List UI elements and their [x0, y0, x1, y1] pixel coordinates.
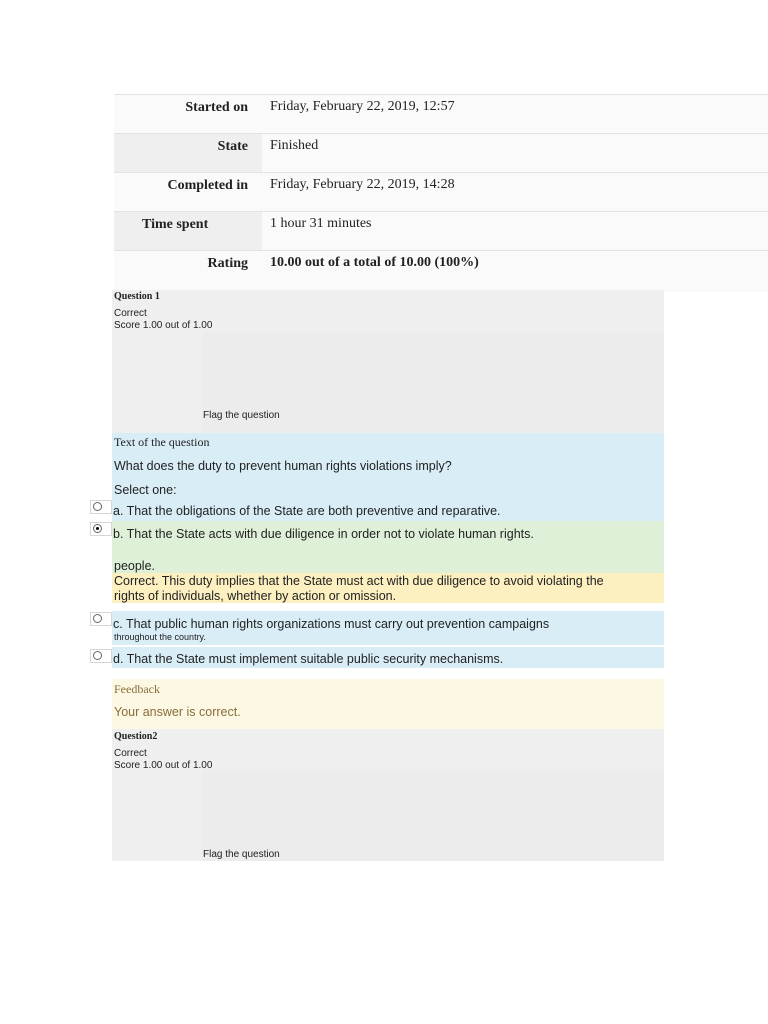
- option-c-radio[interactable]: [90, 612, 112, 626]
- summary-label: Started on: [114, 95, 262, 133]
- option-d-label: d. That the State must implement suitable public security mechanisms.: [113, 652, 504, 666]
- summary-row-rating: [114, 250, 768, 292]
- option-b-radio[interactable]: [90, 522, 112, 536]
- option-a[interactable]: [112, 499, 664, 521]
- option-c-continuation: throughout the country.: [114, 632, 206, 642]
- question-state: Correct: [114, 748, 147, 759]
- radio-empty-icon: [93, 651, 102, 660]
- summary-label: Completed in: [114, 173, 262, 211]
- question-text-title: Text of the question: [114, 435, 210, 449]
- flag-question-link[interactable]: Flag the question: [203, 849, 280, 860]
- summary-value: 10.00 out of a total of 10.00 (100%): [262, 251, 768, 292]
- question-state: Correct: [114, 308, 147, 319]
- summary-value: Friday, February 22, 2019, 12:57: [262, 95, 768, 133]
- summary-label: Rating: [114, 251, 262, 292]
- select-one-label: Select one:: [114, 483, 177, 497]
- summary-value: 1 hour 31 minutes: [262, 212, 768, 250]
- question-prompt: What does the duty to prevent human rights violations imply?: [114, 459, 452, 473]
- summary-value: Friday, February 22, 2019, 14:28: [262, 173, 768, 211]
- option-b-feedback: [112, 573, 664, 603]
- question-score: Score 1.00 out of 1.00: [114, 320, 213, 331]
- question-1-info: [112, 290, 664, 433]
- general-feedback-panel: [112, 679, 664, 729]
- option-d[interactable]: [112, 647, 664, 668]
- specific-feedback-text: Correct. This duty implies that the State must act with due diligence to avoid violating the rights of individuals, whether by action or omission.: [114, 574, 604, 603]
- option-a-radio[interactable]: [90, 500, 112, 514]
- question-info-panel: [202, 771, 664, 861]
- option-b-continuation: people.: [114, 559, 156, 573]
- attempt-summary-table: [114, 94, 768, 292]
- option-b[interactable]: [112, 521, 664, 573]
- radio-selected-icon: [93, 524, 102, 533]
- option-a-label: a. That the obligations of the State are both preventive and reparative.: [113, 504, 501, 518]
- radio-empty-icon: [93, 614, 102, 623]
- summary-label: Time spent: [114, 212, 262, 250]
- summary-row-time-spent: [114, 211, 768, 250]
- summary-value: Finished: [262, 134, 768, 172]
- summary-row-started: [114, 94, 768, 133]
- radio-empty-icon: [93, 502, 102, 511]
- flag-question-link[interactable]: Flag the question: [203, 410, 280, 421]
- option-d-radio[interactable]: [90, 649, 112, 663]
- question-score: Score 1.00 out of 1.00: [114, 760, 213, 771]
- summary-row-state: [114, 133, 768, 172]
- question-number: Question2: [114, 731, 158, 742]
- feedback-title: Feedback: [114, 682, 160, 696]
- question-number: Question 1: [114, 291, 160, 302]
- option-c[interactable]: [112, 611, 664, 645]
- summary-row-completed: [114, 172, 768, 211]
- question-2-info: [112, 729, 664, 861]
- summary-label: State: [114, 134, 262, 172]
- option-b-label: b. That the State acts with due diligence in order not to violate human rights.: [113, 527, 534, 541]
- option-c-label: c. That public human rights organizations must carry out prevention campaigns: [113, 617, 550, 631]
- feedback-text: Your answer is correct.: [114, 705, 241, 719]
